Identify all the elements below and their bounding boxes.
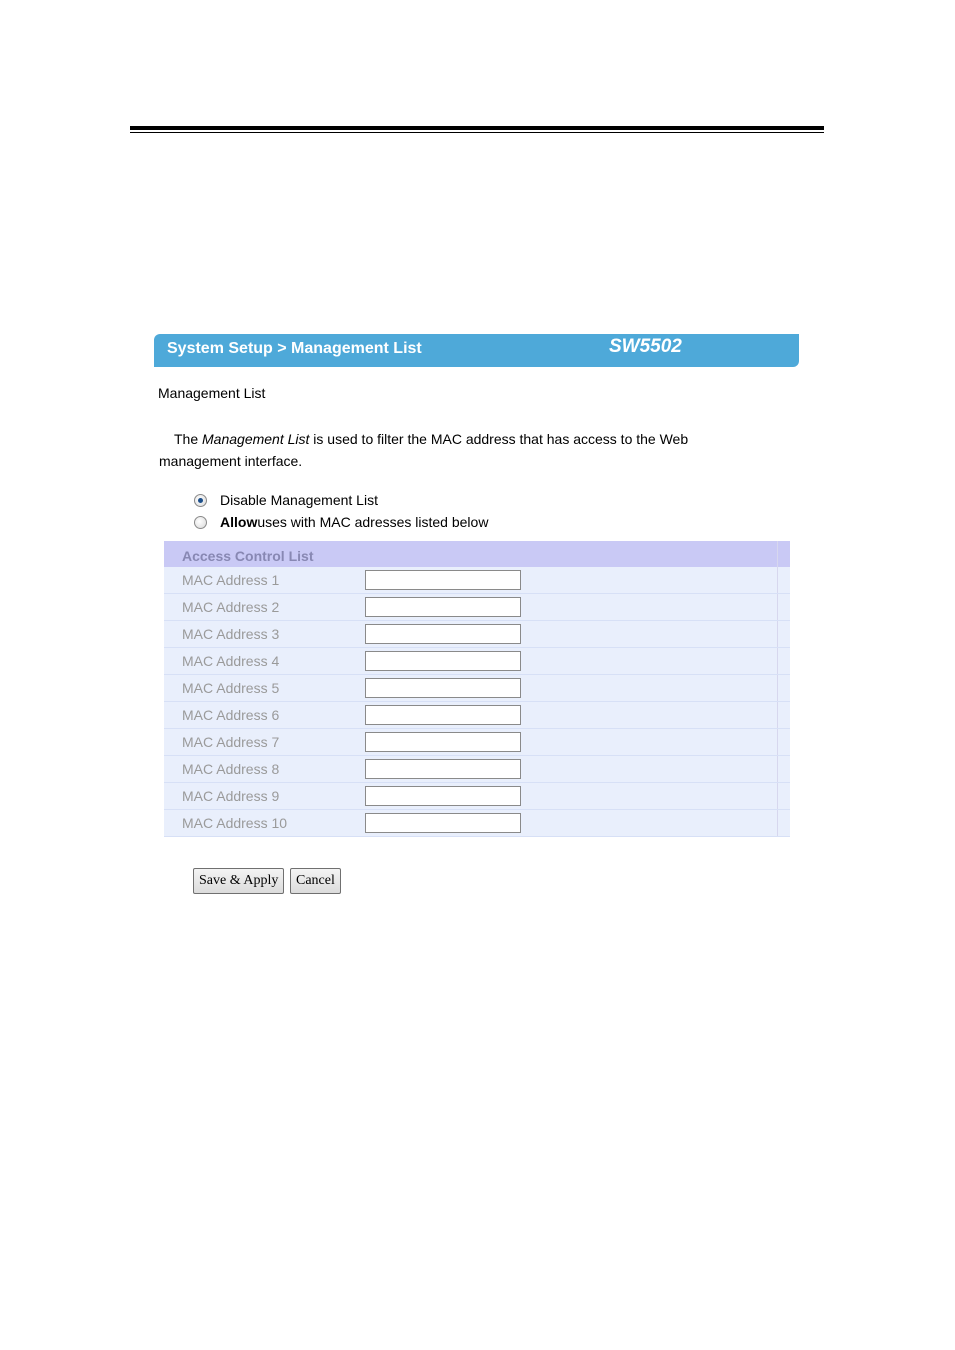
- header-rule-thin: [130, 132, 824, 133]
- table-row: [164, 675, 790, 702]
- radio-disable-management-list[interactable]: [194, 494, 207, 507]
- acl-column-divider: [777, 594, 778, 620]
- save-apply-button[interactable]: Save & Apply: [193, 868, 284, 894]
- mac-address-label: MAC Address 2: [182, 599, 280, 615]
- table-row: [164, 810, 790, 837]
- option-disable[interactable]: [194, 492, 378, 508]
- mac-address-4-input[interactable]: [365, 651, 521, 671]
- table-row: [164, 648, 790, 675]
- acl-column-divider: [777, 756, 778, 782]
- description-emphasis: Management List: [202, 431, 310, 447]
- option-allow-bold: Allow: [220, 514, 258, 530]
- mac-address-label: MAC Address 10: [182, 815, 288, 831]
- mac-address-label: MAC Address 3: [182, 626, 280, 642]
- table-row: [164, 567, 790, 594]
- mac-address-7-input[interactable]: [365, 732, 521, 752]
- acl-column-divider: [777, 729, 778, 755]
- mac-address-label: MAC Address 5: [182, 680, 280, 696]
- description: [159, 428, 759, 472]
- table-row: [164, 702, 790, 729]
- acl-column-divider: [777, 567, 778, 593]
- acl-column-divider: [777, 648, 778, 674]
- mac-address-2-input[interactable]: [365, 597, 521, 617]
- acl-column-divider: [777, 675, 778, 701]
- table-row: [164, 783, 790, 810]
- mac-address-label: MAC Address 4: [182, 653, 280, 669]
- table-row: [164, 594, 790, 621]
- acl-column-divider: [777, 541, 778, 567]
- description-prefix: The: [174, 431, 203, 447]
- mac-address-3-input[interactable]: [365, 624, 521, 644]
- mac-address-1-input[interactable]: [365, 570, 521, 590]
- page-banner: [154, 334, 799, 367]
- mac-address-9-input[interactable]: [365, 786, 521, 806]
- mac-address-label: MAC Address 9: [182, 788, 280, 804]
- access-control-list-table: [164, 541, 790, 837]
- header-rule-thick: [130, 126, 824, 130]
- acl-column-divider: [777, 621, 778, 647]
- section-title: Management List: [158, 385, 266, 401]
- table-row: [164, 756, 790, 783]
- acl-header: [164, 541, 790, 567]
- mac-address-label: MAC Address 1: [182, 572, 280, 588]
- option-disable-label: Disable Management List: [220, 492, 378, 508]
- device-model: SW5502: [609, 336, 682, 357]
- acl-column-divider: [777, 702, 778, 728]
- radio-allow-listed-macs[interactable]: [194, 516, 207, 529]
- mac-address-label: MAC Address 7: [182, 734, 280, 750]
- table-row: [164, 621, 790, 648]
- mac-address-label: MAC Address 8: [182, 761, 280, 777]
- acl-column-divider: [777, 783, 778, 809]
- mac-address-6-input[interactable]: [365, 705, 521, 725]
- option-allow-label: uses with MAC adresses listed below: [257, 514, 489, 530]
- acl-header-label: Access Control List: [182, 548, 314, 564]
- description-rest: is used to filter the MAC address that has access to the Web management interface.: [159, 431, 689, 469]
- option-allow[interactable]: [194, 514, 488, 530]
- mac-address-8-input[interactable]: [365, 759, 521, 779]
- acl-column-divider: [777, 810, 778, 836]
- breadcrumb: System Setup > Management List: [167, 340, 422, 357]
- table-row: [164, 729, 790, 756]
- mac-address-5-input[interactable]: [365, 678, 521, 698]
- cancel-button[interactable]: Cancel: [290, 868, 341, 894]
- mac-address-10-input[interactable]: [365, 813, 521, 833]
- mac-address-label: MAC Address 6: [182, 707, 280, 723]
